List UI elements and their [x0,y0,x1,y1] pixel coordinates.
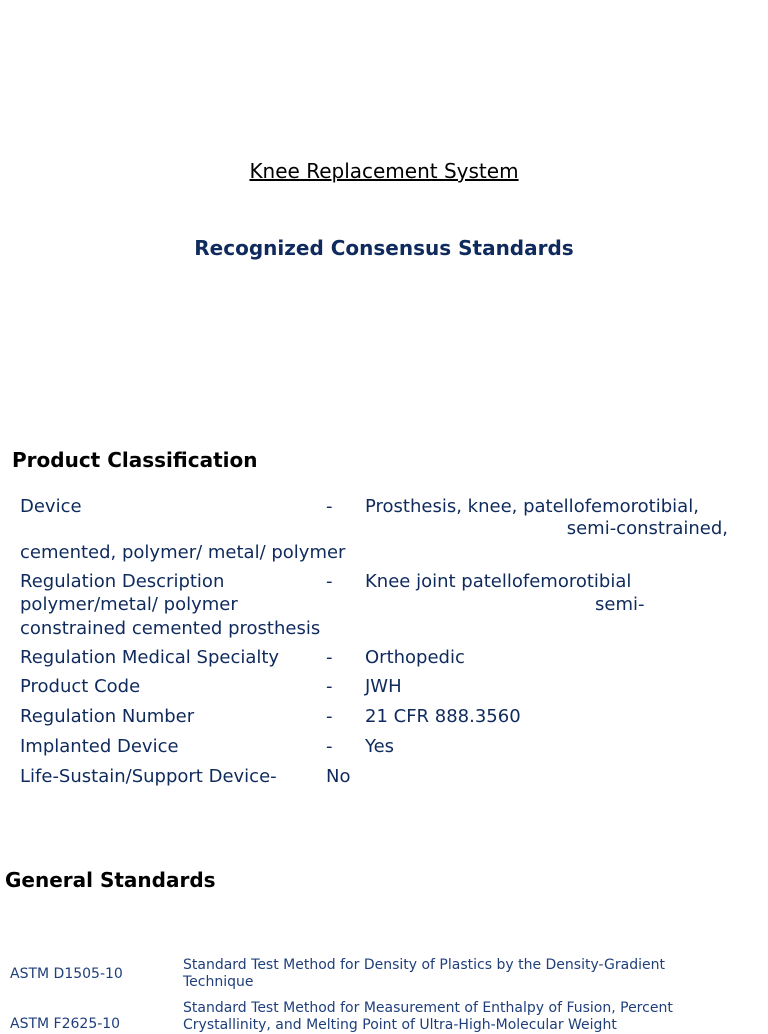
general-standards-heading: General Standards [5,868,216,892]
standard-description-line2: Technique [183,974,254,990]
device-value-line1: Prosthesis, knee, patellofemorotibial, [365,496,699,517]
standard-code: ASTM D1505-10 [10,966,123,982]
regulation-description-line2a: polymer/metal/ polymer [20,594,238,615]
product-code-dash: - [326,676,333,697]
implanted-device-label: Implanted Device [20,736,179,757]
document-title: Knee Replacement System [249,159,519,183]
regulation-number-label: Regulation Number [20,706,195,727]
life-sustain-value: No [326,766,351,787]
standard-code: ASTM F2625-10 [10,1016,121,1032]
regulation-medical-specialty-value: Orthopedic [365,647,465,668]
regulation-description-line3: constrained cemented prosthesis [20,618,321,639]
regulation-number-value: 21 CFR 888.3560 [365,706,521,727]
implanted-device-value: Yes [365,736,395,757]
product-code-value: JWH [365,676,402,697]
implanted-device-dash: - [326,736,333,757]
device-dash: - [326,496,333,517]
regulation-description-label: Regulation Description [20,571,225,592]
regulation-medical-specialty-label: Regulation Medical Specialty [20,647,280,668]
regulation-medical-specialty-dash: - [326,647,333,668]
life-sustain-label: Life-Sustain/Support Device- [20,766,277,787]
regulation-description-line2b: semi- [595,594,645,615]
regulation-number-dash: - [326,706,333,727]
regulation-description-line1: Knee joint patellofemorotibial [365,571,632,592]
device-label: Device [20,496,82,517]
document-subtitle: Recognized Consensus Standards [194,236,574,260]
product-classification-heading: Product Classification [12,448,258,472]
device-value-line3: cemented, polymer/ metal/ polymer [20,542,346,563]
standard-description-line1: Standard Test Method for Measurement of Enthalpy of Fusion, Percent [183,1000,673,1016]
product-code-label: Product Code [20,676,141,697]
regulation-description-dash: - [326,571,333,592]
device-value-line2: semi-constrained, [566,518,728,539]
standard-description-line2: Crystallinity, and Melting Point of Ultra-High-Molecular Weight [183,1017,617,1033]
standard-description-line1: Standard Test Method for Density of Plastics by the Density-Gradient [183,957,665,973]
